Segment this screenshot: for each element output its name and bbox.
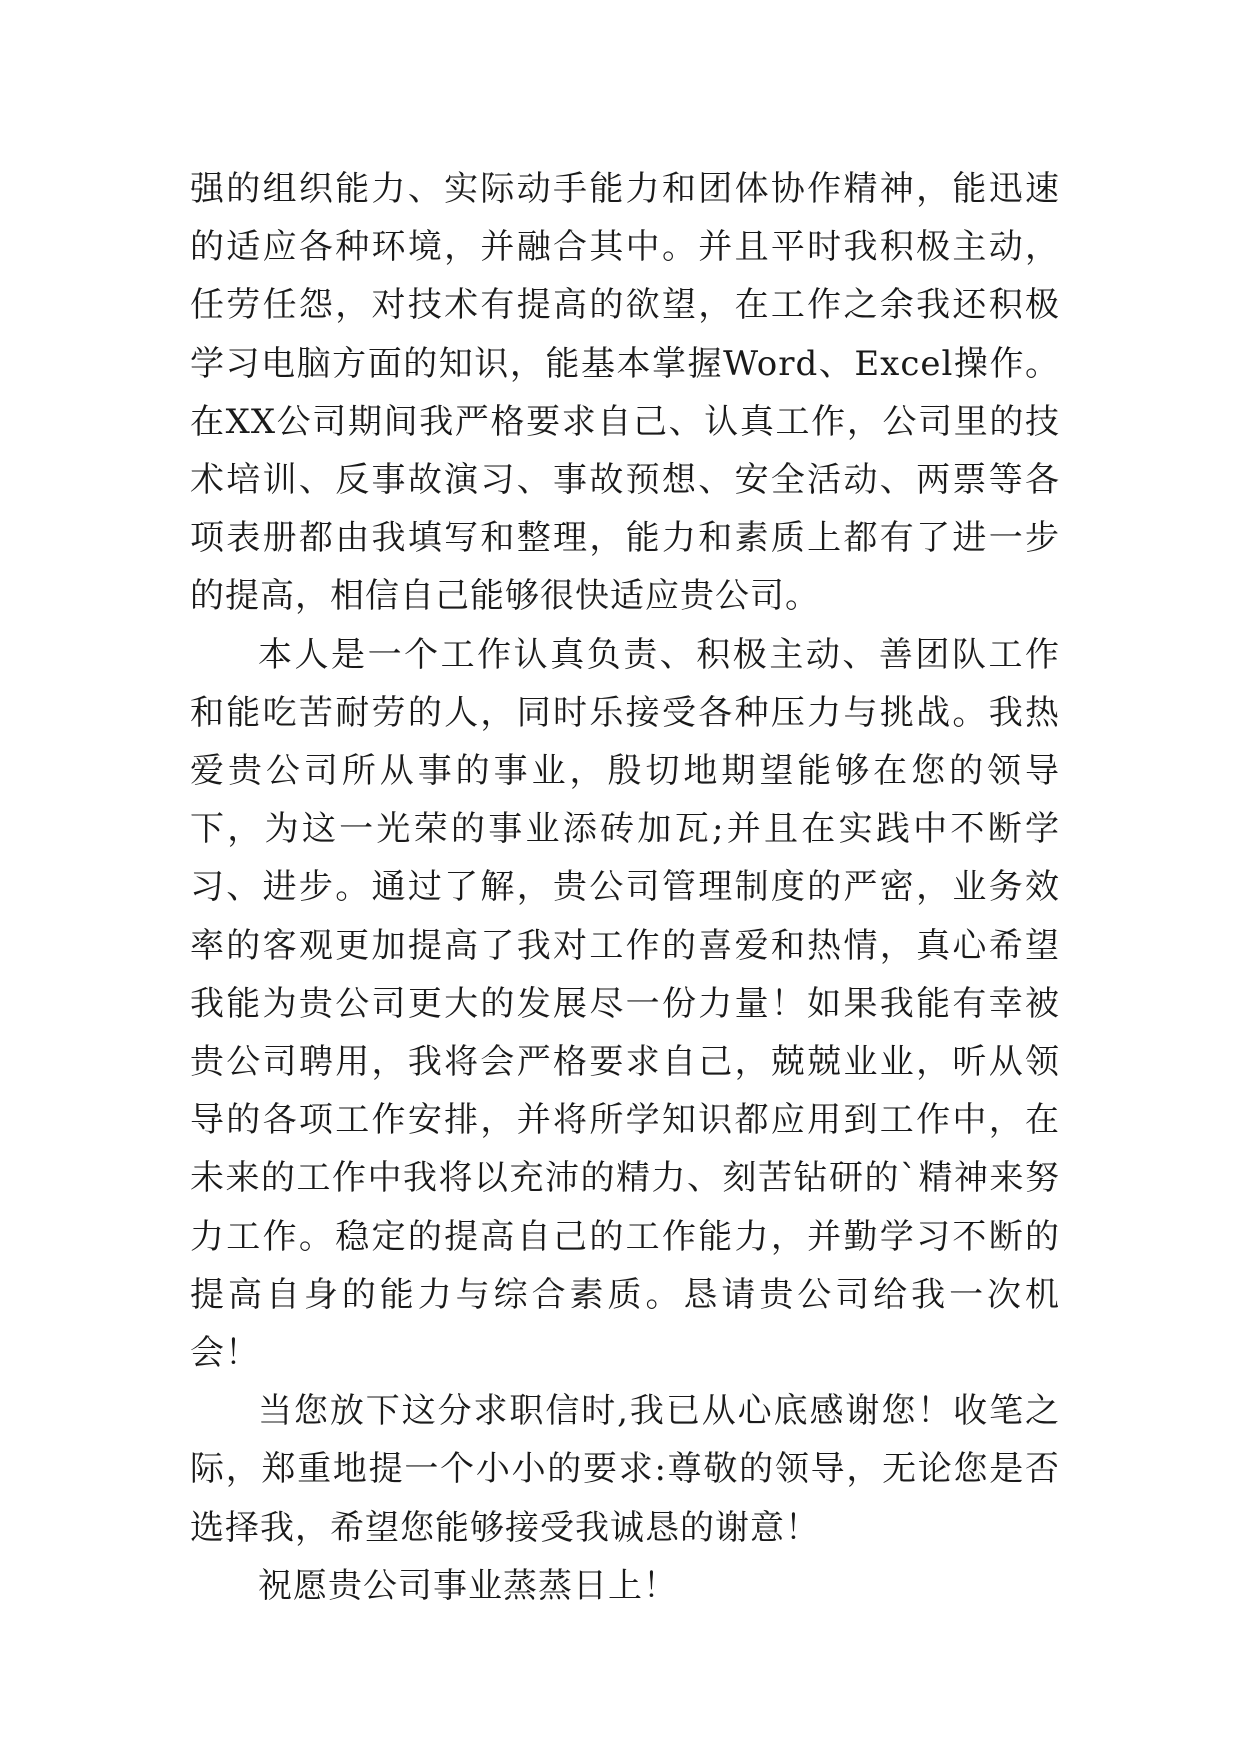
paragraph-wishes: 祝愿贵公司事业蒸蒸日上！ (258, 1565, 678, 1606)
paragraph-self-introduction: 本人是一个工作认真负责、积极主动、善团队工作和能吃苦耐劳的人，同时乐接受各种压力与挑战。我热爱贵公司所从事的事业，殷切地期望能够在您的领导下，为这一光荣的事业添砖加瓦;并且在实践中不断学习、进步。通过了解，贵公司管理制度的严密，业务效率的客观更加提高了我对工作的喜爱和热情，真心希望我能为贵公司更大的发展尽一份力量！如果我能有幸被贵公司聘用，我将会严格要求自己，兢兢业业，听从领导的各项工作安排，并将所学知识都应用到工作中，在未来的工作中我将以充沛的精力、刻苦钻研的`精神来努力工作。稳定的提高自己的工作能力，并勤学习不断的提高自身的能力与综合素质。恳请贵公司给我一次机会！ (190, 634, 1060, 1374)
paragraph-thanks: 当您放下这分求职信时,我已从心底感谢您！收笔之际，郑重地提一个小小的要求:尊敬的领导，无论您是否选择我，希望您能够接受我诚恳的谢意！ (190, 1391, 1060, 1548)
paragraph-skills: 强的组织能力、实际动手能力和团体协作精神，能迅速的适应各种环境，并融合其中。并且平时我积极主动，任劳任怨，对技术有提高的欲望，在工作之余我还积极学习电脑方面的知识，能基本掌握Word、Excel操作。在XX公司期间我严格要求自己、认真工作，公司里的技术培训、反事故演习、事故预想、安全活动、两票等各项表册都由我填写和整理，能力和素质上都有了进一步的提高，相信自己能够很快适应贵公司。 (190, 169, 1060, 617)
letter-body (190, 160, 1060, 1615)
